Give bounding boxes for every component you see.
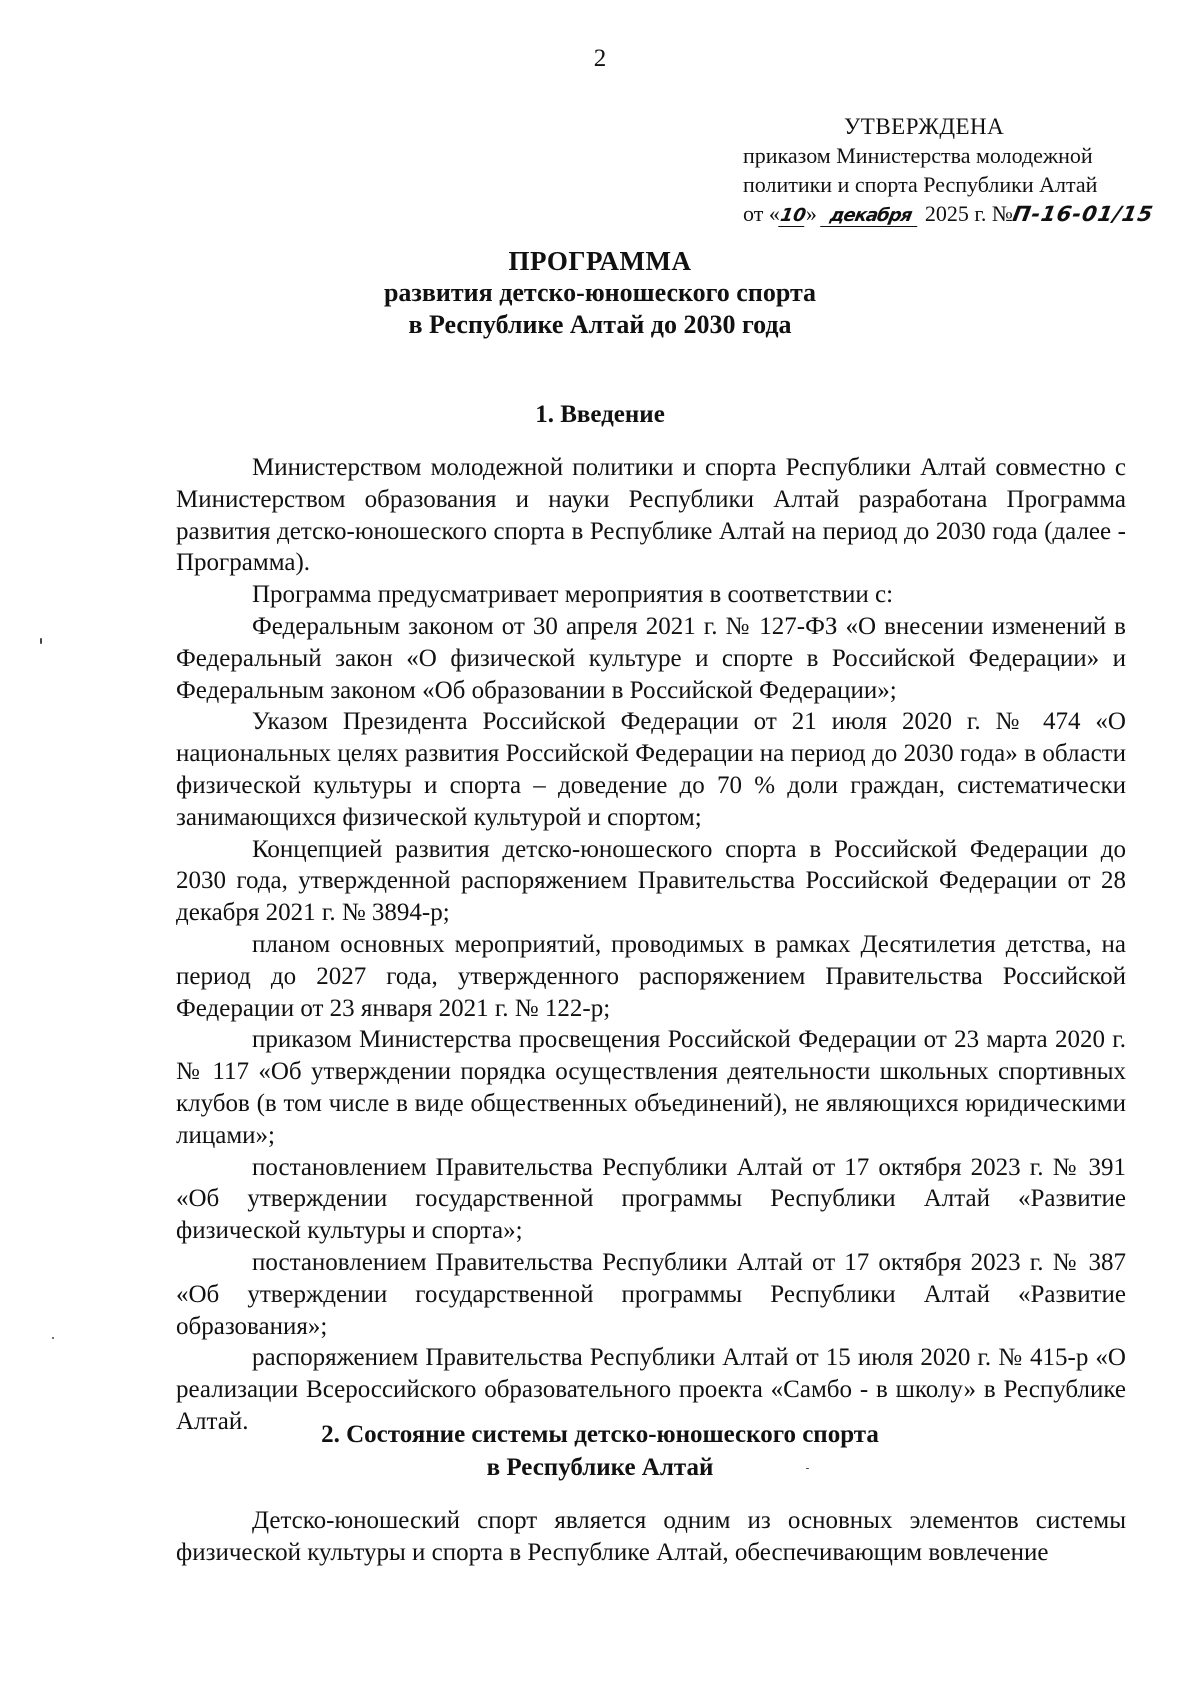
section-2-heading [0,1418,1200,1484]
approval-line-2: политики и спорта Республики Алтай [743,172,1098,197]
approval-line-1: приказом Министерства молодежной [743,143,1093,168]
handwritten-day: 10 [778,205,808,226]
section-1-heading: 1. Введение [535,401,665,428]
program-subtitle-1: развития детско-юношеского спорта [383,278,817,307]
paragraph: Указом Президента Российской Федерации от 21 июля 2020 г. № 474 «О национальных целях развития Российской Федерации на период до 2030 года» в области физической культуры и спорта – доведение до 70 % доли граждан, систематически занимающихся физической культурой и спортом; [176,708,1126,831]
scan-speck [806,1468,809,1469]
handwritten-order-number: П-16-01/15 [1010,202,1156,226]
paragraph: Детско-юношеский спорт является одним из основных элементов системы физической культуры и спорта в Республике Алтай, обеспечивающим вовлечение [176,1507,1126,1566]
paragraph: планом основных мероприятий, проводимых в рамках Десятилетия детства, на период до 2027 года, утвержденного распоряжением Правительства Российской Федерации от 23 января 2021 г. № 122-р; [176,930,1126,1022]
date-prefix: от « [743,201,780,226]
paragraph: Программа предусматривает мероприятия в соответствии с: [252,581,894,609]
paragraph: постановлением Правительства Республики Алтай от 17 октября 2023 г. № 387 «Об утверждении государственной программы Республики Алтай «Развитие образования»; [176,1248,1126,1340]
scan-speck [52,1337,54,1339]
paragraph: приказом Министерства просвещения Российской Федерации от 23 марта 2020 г. № 117 «Об утверждении порядка осуществления деятельности школьных спортивных клубов (в том числе в виде общественных объединений), не являющихся юридическими лицами»; [176,1026,1126,1149]
scan-speck [40,638,42,644]
approval-date-line [743,199,1183,228]
paragraph: Концепцией развития детско-юношеского спорта в Российской Федерации до 2030 года, утвержденной распоряжением Правительства Российской Федерации от 28 декабря 2021 г. № 3894-р; [176,835,1126,927]
handwritten-month: декабря [820,206,921,227]
approval-block [743,112,1183,228]
paragraph: Федеральным законом от 30 апреля 2021 г. № 127-ФЗ «О внесении изменений в Федеральный закон «О физической культуре и спорте в Российской Федерации» и Федеральным законом «Об образовании в Российской Федерации»; [176,612,1126,704]
page-number: 2 [593,45,607,72]
paragraph: распоряжением Правительства Республики Алтай от 15 июля 2020 г. № 415-р «О реализации Всероссийского образовательного проекта «Самбо - в школу» в Республике Алтай. [176,1344,1126,1435]
section-2-heading-line-1: 2. Состояние системы детско-юношеского спорта [321,1421,879,1448]
section-2-body [176,1505,1126,1569]
approval-title: УТВЕРЖДЕНА [844,114,1005,139]
program-title-block [0,245,1200,341]
program-title: ПРОГРАММА [508,246,692,276]
date-mid: » [805,201,817,226]
section-2-heading-line-2: в Республике Алтай [486,1454,714,1481]
date-year: 2025 г. № [924,201,1013,226]
paragraph: постановлением Правительства Республики Алтай от 17 октября 2023 г. № 391 «Об утверждении государственной программы Республики Алтай «Развитие физической культуры и спорта»; [176,1153,1126,1245]
paragraph: Министерством молодежной политики и спорта Республики Алтай совместно с Министерством образования и науки Республики Алтай разработана Программа развития детско-юношеского спорта в Республике Алтай на период до 2030 года (далее - Программа). [176,454,1126,577]
section-1-body [176,452,1126,1438]
program-subtitle-2: в Республике Алтай до 2030 года [408,310,792,339]
